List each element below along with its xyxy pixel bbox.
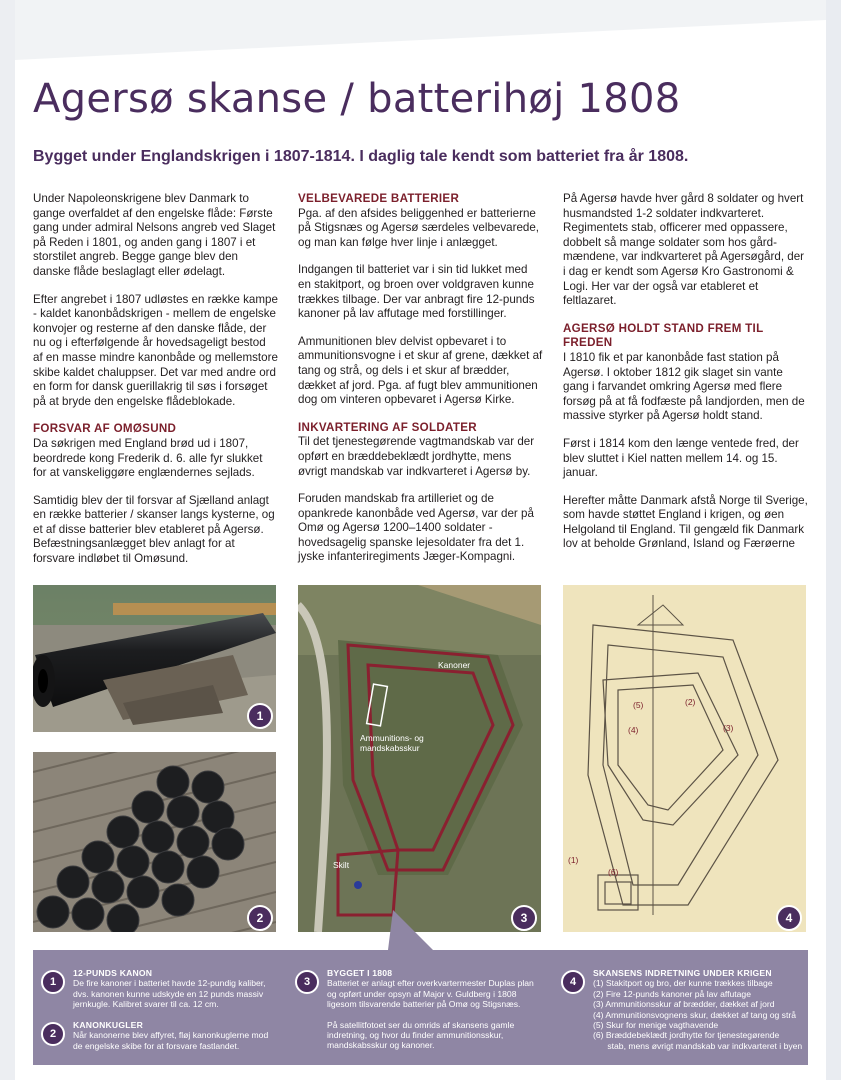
map-label-6: (6) xyxy=(608,867,619,877)
map-label-3: (3) xyxy=(723,723,734,733)
map-label-4: (4) xyxy=(628,725,639,735)
paragraph: Ammunitionen blev delvist opbevaret i to ammunitionsvogne i et skur af grene, dækket af tang og strå, og dels i et skur af brædder, dækket af jord. Pga. af fugt blev ammunitionen dog om vinteren opbevaret i Agersø Kirke. xyxy=(298,334,543,407)
paragraph: På Agersø havde hver gård 8 soldater og hvert husmandsted 1-2 soldater indkvarteret. Regimentets stab, officerer med oppassere, dobbelt så mange soldater som hos gård-mændene, var indkvarteret på Agersøgård, der i dag er kendt som Agersø Kro Gastronomi & Logi. Her var der også var etableret et feltlazaret. xyxy=(563,192,805,308)
page-title: Agersø skanse / batterihøj 1808 xyxy=(33,76,681,122)
caption-3 xyxy=(327,968,542,1051)
label-ammunition: Ammunitions- og mandskabsskur xyxy=(360,733,424,753)
caption-text: På satellitfotoet ser du omrids af skansens gamle indretning, og hvor du finder ammunitionsskur, mandskabsskur og kanoner. xyxy=(327,1019,515,1051)
label-skilt: Skilt xyxy=(333,860,350,870)
paragraph: I 1810 fik et par kanonbåde fast station på Agersø. I oktober 1812 gik slaget sin vante gang i farvandet omkring Agersø med flere forsøg på at få fodfæste på landjorden, men de massive styrker på Agersø holdt stand. xyxy=(563,350,805,423)
map-label-1: (1) xyxy=(568,855,579,865)
page-subtitle: Bygget under Englandskrigen i 1807-1814. I daglig tale kendt som batteriet fra år 1808. xyxy=(33,148,689,165)
historic-plan-map xyxy=(563,585,806,932)
paragraph: Indgangen til batteriet var i sin tid lukket med en stakitport, og broen over voldgraven kunne trækkes tilbage. Der var anbragt fire 12-punds kanoner på lav affutage med forstillinger. xyxy=(298,263,535,321)
cannonballs-illustration xyxy=(33,752,276,932)
list-item: (2) Fire 12-punds kanoner på lav affutage xyxy=(593,988,751,999)
section-heading: AGERSØ HOLDT STAND FREM TIL FREDEN xyxy=(563,321,764,350)
caption-heading: KANONKUGLER xyxy=(73,1020,143,1030)
caption-heading: 12-PUNDS KANON xyxy=(73,968,153,978)
paragraph: Foruden mandskab fra artilleriet og de opankrede kanonbåde ved Agersø, var der på Omø og Agersø 1200–1400 soldater - hovedsagelig spanske lejesoldater fra det 1. jyske infanteriregiments Jæger-Kompagni. xyxy=(298,492,534,564)
caption-heading: SKANSENS INDRETNING UNDER KRIGEN xyxy=(593,968,772,978)
list-item: (5) Skur for menige vagthavende xyxy=(593,1020,719,1031)
caption-heading: BYGGET I 1808 xyxy=(327,968,393,978)
paragraph: Efter angrebet i 1807 udløstes en række kampe - kaldet kanonbådskrigen - mellem de engelske konvojer og resterne af den danske flåde, der nu og i efterfølgende år hovedsageligt bestod af en masse mindre kanonbåde og mellemstore skibe kaldet chaluppser. Det var med andre ord en form for dansk guerillakrig til søs i forsøget på at bryde den engelske flådeblokade. xyxy=(33,292,278,408)
historic-plan-illustration xyxy=(563,585,806,932)
list-item: (4) Ammunitionsvognens skur, dækket af tang og strå xyxy=(593,1009,797,1020)
map-label-5: (5) xyxy=(633,700,644,710)
paragraph: Samtidig blev der til forsvar af Sjælland anlagt en række batterier / skanser langs kysterne, og et af disse batterier blev etableret på Agersø. Befæstningsanlægget blev anlagt for at forsvare indløbet til Omøsund. xyxy=(33,493,275,566)
list-item: stab, mens øvrigt mandskab var indkvarteret i byen xyxy=(593,1040,803,1051)
paragraph: Herefter måtte Danmark afstå Norge til Sverige, som havde støttet England i krigen, og øen Helgoland til England. Til gengæld fik Danmark lov at beholde Grønland, Island og Færøerne xyxy=(563,493,808,551)
satellite-illustration xyxy=(298,585,541,932)
paragraph: Under Napoleonskrigene blev Danmark to gange overfaldet af den engelske flåde: Første gang under admiral Nelsons angreb ved Slaget på Reden i 1801, og anden gang i 1807 i et storstilet angreb. Begge gange blev den danske flåde beslaglagt eller ødelagt. xyxy=(33,192,276,278)
photo-badge-1: 1 xyxy=(247,703,273,729)
satellite-map xyxy=(298,585,541,932)
caption-number-1: 1 xyxy=(41,970,65,994)
caption-footer xyxy=(33,950,808,1065)
caption-number-2: 2 xyxy=(41,1022,65,1046)
caption-text: De fire kanoner i batteriet havde 12-pundig kaliber, dvs. kanonen kunne udskyde en 12 punds massiv jernkugle. Kalibret svarer til ca. 12 cm. xyxy=(73,978,266,1010)
text-column-1 xyxy=(33,192,278,580)
section-heading: VELBEVAREDE BATTERIER xyxy=(298,192,460,205)
map-label-2: (2) xyxy=(685,697,696,707)
paragraph: Til det tjenestegørende vagtmandskab var der opført en bræddebeklædt jordhytte, mens øvrigt mandskab var indkvarteret i Agersø by. xyxy=(298,435,535,478)
photo-badge-2: 2 xyxy=(247,905,273,931)
caption-number-3: 3 xyxy=(295,970,319,994)
list-item: (6) Bræddebeklædt jordhytte for tjenestegørende xyxy=(593,1030,780,1041)
section-heading: INKVARTERING AF SOLDATER xyxy=(298,420,477,434)
photo-badge-4: 4 xyxy=(776,905,802,931)
caption-2 xyxy=(73,1020,273,1051)
cannon-photo xyxy=(33,585,276,732)
list-item: (3) Ammunitionsskur af brædder, dækket af jord xyxy=(593,999,775,1010)
cannonballs-photo xyxy=(33,752,276,932)
paragraph: Pga. af den afsides beliggenhed er batterierne på Stigsnæs og Agersø særdeles velbevarede, og man kan følge hver linje i anlægget. xyxy=(298,206,540,249)
text-column-3 xyxy=(563,192,808,565)
list-item: (1) Stakitport og bro, der kunne trækkes tilbage xyxy=(593,978,773,989)
cannon-illustration xyxy=(33,585,276,732)
photo-badge-3: 3 xyxy=(511,905,537,931)
caption-text: Batteriet er anlagt efter overkvartermester Duplas plan og opført under opsyn af Major v. Guldberg i 1808 ligesom tilsvarende batterier på Omø og Stigsnæs. xyxy=(327,978,534,1010)
paragraph: Først i 1814 kom den længe ventede fred, der blev sluttet i Kiel natten mellem 14. og 15. januar. xyxy=(563,436,799,480)
caption-number-4: 4 xyxy=(561,970,585,994)
section-heading: FORSVAR AF OMØSUND xyxy=(33,422,177,436)
text-column-2 xyxy=(298,192,543,578)
paragraph: Da søkrigen med England brød ud i 1807, beordrede kong Frederik d. 6. alle fyr slukket for at vanskeliggøre englændernes sejlads. xyxy=(33,436,263,480)
footer-notch xyxy=(33,910,808,950)
caption-4 xyxy=(593,968,805,1051)
caption-text: Når kanonerne blev affyret, fløj kanonkuglerne mod de engelske skibe for at forsvare fastlandet. xyxy=(73,1030,269,1051)
caption-1 xyxy=(73,968,268,1010)
label-kanoner: Kanoner xyxy=(438,660,471,670)
